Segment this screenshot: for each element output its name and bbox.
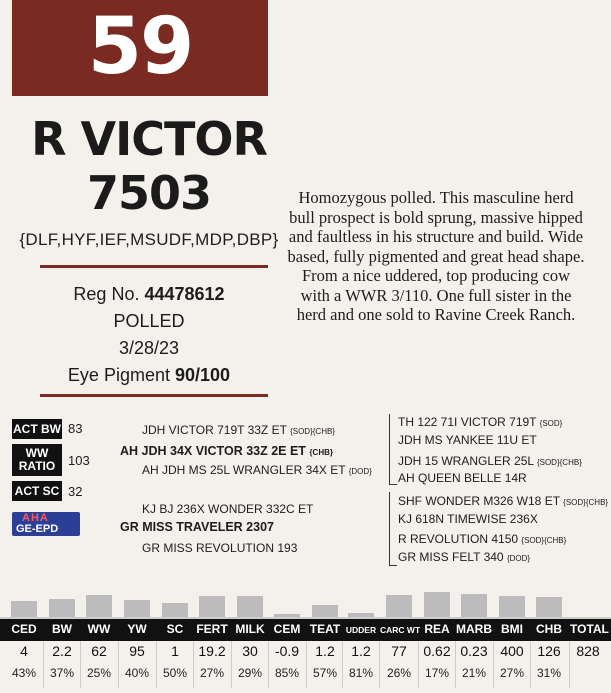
animal-name-line2: 7503	[86, 166, 212, 220]
reg-line	[12, 284, 286, 305]
pedigree-sire-dam	[142, 463, 372, 479]
epd-value-cem: -0.9	[274, 643, 300, 659]
epd-header-sc: SC	[166, 622, 184, 636]
epd-percentile-marb: 21%	[461, 666, 487, 680]
epd-bar-milk	[237, 596, 263, 619]
pedigree-dam-dam: GR MISS REVOLUTION 193	[142, 541, 298, 555]
pedigree-sire	[120, 444, 333, 460]
column-separator	[379, 641, 380, 688]
aha-ge-epd-logo	[12, 512, 80, 536]
column-separator	[342, 641, 343, 688]
epd-bar-ww	[86, 595, 112, 619]
polled-status: POLLED	[113, 311, 185, 331]
pedigree-sd-dam: AH QUEEN BELLE 14R	[398, 471, 527, 485]
epd-header-carc-wt: CARC WT	[380, 625, 421, 635]
pedigree-sd-sire	[398, 454, 582, 470]
lot-number: 59	[12, 0, 268, 96]
pedigree-name: AH JDH MS 25L WRANGLER 34X ET	[142, 463, 346, 477]
act-bw-label: ACT BW	[12, 419, 62, 439]
epd-value-chb: 126	[537, 643, 561, 659]
genetic-codes: {DLF,HYF,IEF,MSUDF,MDP,DBP}	[19, 230, 279, 249]
pedigree-bracket	[389, 565, 397, 566]
epd-percentile-bmi: 27%	[499, 666, 525, 680]
pedigree-tags: {SOD}{CHB}	[563, 498, 609, 507]
pedigree-tags: {CHB}	[309, 448, 333, 457]
pedigree-tags: {SOD}{CHB}	[521, 536, 567, 545]
epd-value-fert: 19.2	[198, 643, 226, 659]
epd-header-cem: CEM	[273, 622, 301, 636]
pedigree-ss-dam: JDH MS YANKEE 11U ET	[398, 433, 537, 447]
pedigree-ss-sire	[398, 415, 562, 431]
column-separator	[231, 641, 232, 688]
epd-value-teat: 1.2	[315, 643, 335, 659]
epd-percentile-teat: 57%	[312, 666, 338, 680]
eye-pigment-line	[12, 365, 286, 386]
column-separator	[118, 641, 119, 688]
epd-value-milk: 30	[242, 643, 258, 659]
column-separator	[306, 641, 307, 688]
birth-date: 3/28/23	[118, 338, 180, 358]
pedigree-tags: {DOD}	[506, 554, 531, 563]
column-separator	[493, 641, 494, 688]
epd-value-bmi: 400	[500, 643, 524, 659]
pedigree-bracket	[389, 492, 390, 565]
epd-bar-chb	[536, 597, 562, 619]
pedigree-name: R REVOLUTION 4150	[398, 532, 519, 546]
column-separator	[156, 641, 157, 688]
epd-percentile-rea: 17%	[424, 666, 450, 680]
epd-header-yw: YW	[127, 622, 147, 636]
pedigree-tags: {SOD}	[539, 419, 563, 428]
column-separator	[418, 641, 419, 688]
pedigree-bracket	[389, 414, 390, 484]
pedigree-dd-sire	[398, 532, 566, 548]
column-separator	[80, 641, 81, 688]
logo-text-ge-epd: GE-EPD	[16, 523, 59, 535]
epd-bar-marb	[461, 594, 487, 619]
reg-number: 44478612	[144, 284, 225, 304]
pedigree-tags: {SOD}{CHB}	[290, 427, 335, 436]
epd-percentile-ww: 25%	[86, 666, 112, 680]
epd-header-rea: REA	[424, 622, 450, 636]
eye-value: 90/100	[175, 365, 231, 385]
epd-header-bw: BW	[52, 622, 72, 636]
pedigree-dam-sire: KJ BJ 236X WONDER 332C ET	[142, 502, 314, 516]
epd-bar-carc-wt	[386, 595, 412, 619]
act-bw-value: 83	[68, 421, 83, 436]
pedigree-sire-sire	[142, 423, 335, 439]
pedigree-bracket	[389, 484, 397, 485]
column-separator	[193, 641, 194, 688]
epd-header-milk: MILK	[235, 622, 265, 636]
epd-header-teat: TEAT	[309, 622, 341, 636]
epd-percentile-chb: 31%	[536, 666, 562, 680]
epd-percentile-sc: 50%	[162, 666, 188, 680]
reg-label: Reg No.	[73, 284, 140, 304]
epd-header-fert: FERT	[196, 622, 228, 636]
epd-bar-bmi	[499, 596, 525, 619]
epd-percentile-udder: 81%	[348, 666, 374, 680]
epd-value-total: 828	[576, 643, 600, 659]
epd-percentile-fert: 27%	[199, 666, 225, 680]
epd-header-bmi: BMI	[501, 622, 523, 636]
pedigree-name: GR MISS FELT 340	[398, 550, 504, 564]
epd-percentile-yw: 40%	[124, 666, 150, 680]
animal-name-line1: R VICTOR	[31, 112, 267, 166]
description: Homozygous polled. This masculine herd bull prospect is bold sprung, massive hipped and faultless in his structure and build. Wide based, fully pigmented and great head shape. From a nice uddered, top producing cow with a WWR 3/110. One full sister in the herd and one sold to Ravine Creek Ranch.	[287, 188, 585, 324]
epd-percentile-bars	[0, 585, 611, 619]
pedigree-name: SHF WONDER M326 W18 ET	[398, 494, 560, 508]
epd-percentile-carc-wt: 26%	[386, 666, 412, 680]
pedigree-ds-dam: KJ 618N TIMEWISE 236X	[398, 512, 538, 526]
divider	[40, 265, 268, 268]
epd-header-total: TOTAL	[570, 622, 609, 636]
divider	[40, 394, 268, 397]
epd-header-udder: UDDER	[345, 625, 377, 635]
column-separator	[455, 641, 456, 688]
column-separator	[43, 641, 44, 688]
epd-header-chb: CHB	[536, 622, 562, 636]
pedigree-name: JDH VICTOR 719T 33Z ET	[142, 423, 287, 437]
epd-percentile-milk: 29%	[237, 666, 263, 680]
logo-text-aha: AHA	[22, 512, 49, 524]
column-separator	[268, 641, 269, 688]
epd-value-udder: 1.2	[351, 643, 371, 659]
pedigree-dam: GR MISS TRAVELER 2307	[120, 520, 274, 534]
epd-value-yw: 95	[129, 643, 145, 659]
epd-percentile-ced: 43%	[11, 666, 37, 680]
epd-header-ww: WW	[87, 622, 111, 636]
epd-value-marb: 0.23	[460, 643, 488, 659]
eye-label: Eye Pigment	[67, 365, 170, 385]
epd-percentile-cem: 85%	[274, 666, 300, 680]
column-separator	[530, 641, 531, 688]
epd-value-ced: 4	[20, 643, 28, 659]
epd-bar-bw	[49, 599, 75, 619]
column-separator	[569, 641, 570, 688]
epd-bar-fert	[199, 596, 225, 619]
pedigree-name: TH 122 71I VICTOR 719T	[398, 415, 537, 429]
epd-value-carc-wt: 77	[391, 643, 407, 659]
epd-header-row	[0, 619, 611, 641]
epd-header-ced: CED	[11, 622, 37, 636]
epd-value-sc: 1	[171, 643, 179, 659]
epd-value-bw: 2.2	[52, 643, 72, 659]
pedigree-tags: {SOD}{CHB}	[536, 458, 582, 467]
pedigree-tags: {DOD}	[348, 467, 372, 476]
epd-value-rea: 0.62	[423, 643, 451, 659]
pedigree-name: JDH 15 WRANGLER 25L	[398, 454, 534, 468]
pedigree-name: AH JDH 34X VICTOR 33Z 2E ET	[120, 444, 306, 458]
pedigree-ds-sire	[398, 494, 608, 510]
epd-percentile-bw: 37%	[49, 666, 75, 680]
act-sc-label: ACT SC	[12, 481, 62, 501]
pedigree-dd-dam	[398, 550, 530, 566]
ww-ratio-value: 103	[68, 453, 90, 468]
epd-bar-rea	[424, 592, 450, 619]
epd-header-marb: MARB	[456, 622, 492, 636]
epd-value-ww: 62	[91, 643, 107, 659]
act-sc-value: 32	[68, 484, 83, 499]
ww-ratio-label: WW RATIO	[12, 444, 62, 476]
